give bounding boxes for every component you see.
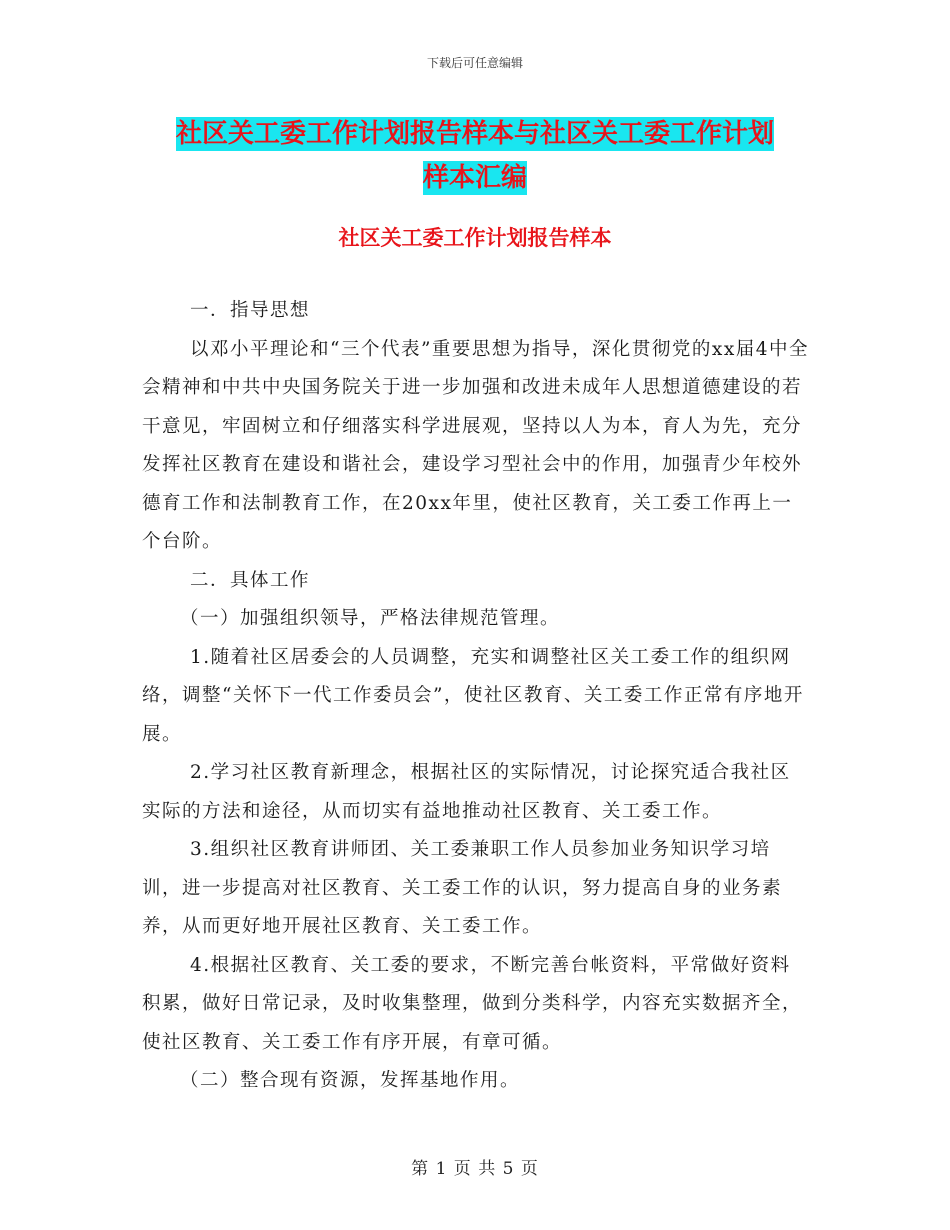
title-line-2: 样本汇编 [422, 163, 527, 193]
heading-specific-work: 二．具体工作 [190, 569, 311, 591]
page-number-footer: 第 1 页 共 5 页 [411, 1159, 539, 1179]
subheading-organization: （一）加强组织领导，严格法律规范管理。 [180, 608, 561, 629]
paragraph-guiding-ideology: 以邓小平理论和“三个代表”重要思想为指导，深化贯彻党的xx届4中全会精神和中共中央国务院关于进一步加强和改进未成年人思想道德建设的若干意见，牢固树立和仔细落实科学进展观，坚持以人为本，育人为先，充分发挥社区教育在建设和谐社会，建设学习型社会中的作用，加强青少年校外德育工作和法制教育工作，在20xx年里，使社区教育，关工委工作再上一个台阶。 [142, 338, 810, 552]
heading-guiding-ideology: 一．指导思想 [190, 300, 311, 321]
header-note: 下载后可任意编辑 [426, 56, 523, 70]
paragraph-item-1: 1.随着社区居委会的人员调整，充实和调整社区关工委工作的组织网络，调整“关怀下一代工作委员会”，使社区教育、关工委工作正常有序地开展。 [142, 646, 804, 745]
subheading-resources: （二）整合现有资源，发挥基地作用。 [180, 1070, 521, 1091]
document-body [142, 292, 810, 1101]
document-title [0, 112, 950, 200]
paragraph-item-3: 3.组织社区教育讲师团、关工委兼职工作人员参加业务知识学习培训，进一步提高对社区教育、关工委工作的认识，努力提高自身的业务素养，从而更好地开展社区教育、关工委工作。 [142, 839, 783, 937]
title-line-1: 社区关工委工作计划报告样本与社区关工委工作计划 [175, 119, 774, 149]
paragraph-item-4: 4.根据社区教育、关工委的要求，不断完善台帐资料，平常做好资料积累，做好日常记录，及时收集整理，做到分类科学，内容充实数据齐全，使社区教育、关工委工作有序开展，有章可循。 [142, 954, 803, 1053]
section-title: 社区关工委工作计划报告样本 [338, 226, 612, 250]
paragraph-item-2: 2.学习社区教育新理念，根据社区的实际情况，讨论探究适合我社区实际的方法和途径，从而切实有益地推动社区教育、关工委工作。 [142, 762, 791, 822]
